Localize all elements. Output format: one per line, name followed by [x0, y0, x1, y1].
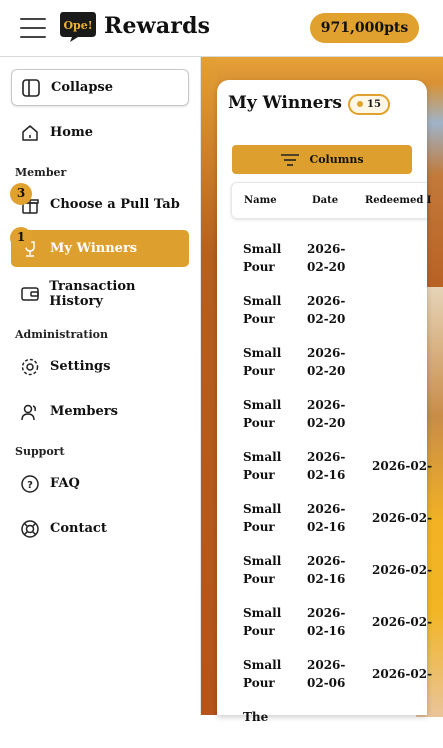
winner-date-cell: 2026-02-06: [307, 658, 346, 690]
top-bar: [0, 0, 443, 57]
table-row[interactable]: [231, 644, 433, 696]
count-value: 15: [367, 99, 381, 110]
brand-logo[interactable]: [58, 9, 98, 43]
redeemed-date-cell: 2026-02-: [372, 667, 433, 681]
winner-name-cell: Small Pour: [243, 450, 282, 482]
lifebuoy-icon: [19, 518, 41, 540]
sidebar-item-label: Transaction History: [49, 278, 136, 309]
column-header-redeemed[interactable]: Redeemed I: [365, 195, 432, 206]
table-row[interactable]: [231, 280, 427, 332]
table-row[interactable]: [231, 488, 433, 540]
sidebar-item-label: FAQ: [50, 476, 80, 491]
sidebar-item-label: My Winners: [50, 241, 138, 256]
winner-date-cell: 2026-02-16: [307, 606, 346, 638]
redeemed-date-cell: 2026-02-: [372, 563, 433, 577]
collapse-label: Collapse: [51, 80, 113, 95]
wallet-icon: [19, 283, 40, 305]
sidebar-item-label: Choose a Pull Tab: [50, 197, 180, 212]
winner-name-cell: Small Pour: [243, 346, 282, 378]
winner-name-cell: Small Pour: [243, 242, 282, 274]
sidebar-item-transaction-history[interactable]: [11, 275, 189, 312]
winner-name-cell: The: [243, 710, 269, 724]
winner-date-cell: 2026-02-20: [307, 346, 346, 378]
sidebar-item-label: Contact: [50, 521, 107, 536]
table-row[interactable]: [231, 540, 433, 592]
home-icon: [19, 122, 41, 144]
sidebar-item-settings[interactable]: [11, 348, 189, 385]
help-icon: [19, 473, 41, 495]
table-row[interactable]: [231, 228, 427, 280]
sidebar-item-label: Settings: [50, 359, 111, 374]
svg-text:?: ?: [27, 479, 33, 491]
winner-date-cell: 2026-02-16: [307, 554, 346, 586]
winner-name-cell: Small Pour: [243, 294, 282, 326]
winner-name-cell: Small Pour: [243, 398, 282, 430]
sidebar-item-label: Members: [50, 404, 118, 419]
svg-text:Ope!: Ope!: [63, 19, 93, 32]
sidebar-item-my-winners[interactable]: [11, 230, 189, 267]
table-row[interactable]: [231, 592, 433, 644]
notification-badge: 1: [10, 227, 32, 249]
winner-name-cell: Small Pour: [243, 606, 282, 638]
menu-icon[interactable]: [20, 18, 46, 38]
users-icon: [19, 401, 41, 423]
app-title: Rewards: [104, 13, 211, 39]
redeemed-date-cell: 2026-02-: [372, 459, 433, 473]
redeemed-date-cell: 2026-02-: [372, 615, 433, 629]
winner-date-cell: 2026-02-20: [307, 294, 346, 326]
table-body: [231, 219, 433, 748]
table-row[interactable]: [231, 696, 427, 748]
section-administration: Administration: [15, 328, 109, 341]
winner-date-cell: 2026-02-16: [307, 502, 346, 534]
count-badge: [348, 94, 390, 115]
table-row[interactable]: [231, 384, 427, 436]
sidebar-item-contact[interactable]: [11, 510, 189, 547]
columns-button[interactable]: [232, 145, 412, 174]
column-header-name[interactable]: Name: [244, 195, 277, 206]
winner-name-cell: Small Pour: [243, 658, 282, 690]
winners-table: [231, 182, 433, 748]
background-edge: [201, 57, 217, 715]
columns-label: Columns: [309, 153, 364, 166]
gear-icon: [19, 356, 41, 378]
section-support: Support: [15, 445, 65, 458]
table-header: [231, 182, 432, 219]
filter-lines-icon: [280, 153, 300, 167]
sidebar-item-members[interactable]: [11, 393, 189, 430]
sidebar-item-faq[interactable]: [11, 465, 189, 502]
column-header-date[interactable]: Date: [312, 195, 339, 206]
sidebar: [0, 57, 201, 715]
section-member: Member: [15, 166, 67, 179]
winner-date-cell: 2026-02-20: [307, 242, 346, 274]
sidebar-item-label: Home: [50, 125, 93, 140]
sidebar-item-pull-tab[interactable]: [11, 186, 189, 223]
dot-icon: [357, 101, 363, 107]
collapse-button[interactable]: [11, 69, 189, 106]
winners-card: [217, 80, 433, 724]
points-balance[interactable]: 971,000pts: [310, 13, 419, 43]
winner-name-cell: Small Pour: [243, 502, 282, 534]
table-row[interactable]: [231, 332, 427, 384]
card-title: My Winners: [228, 93, 342, 113]
sidebar-toggle-icon: [20, 77, 42, 99]
winner-date-cell: 2026-02-20: [307, 398, 346, 430]
winner-date-cell: 2026-02-16: [307, 450, 346, 482]
notification-badge: 3: [10, 183, 32, 205]
table-row[interactable]: [231, 436, 433, 488]
redeemed-date-cell: 2026-02-: [372, 511, 433, 525]
winner-name-cell: Small Pour: [243, 554, 282, 586]
sidebar-item-home[interactable]: [11, 114, 189, 151]
